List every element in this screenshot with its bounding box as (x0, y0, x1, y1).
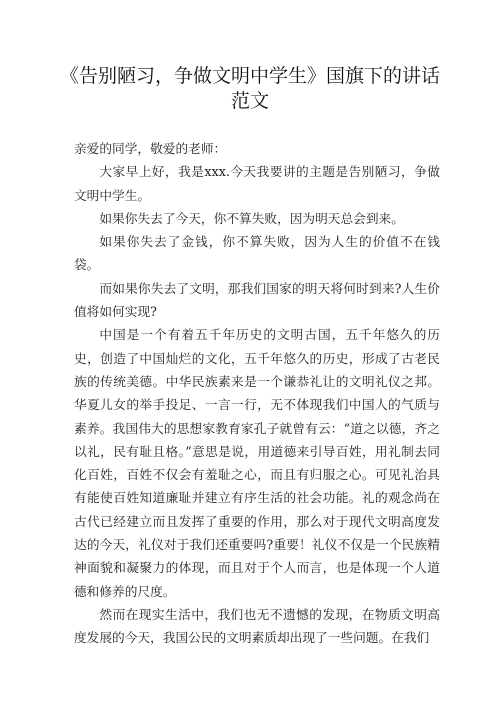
document-body (74, 137, 440, 650)
body-paragraph: 大家早上好，我是xxx.今天我要讲的主题是告别陋习，争做文明中学生。 (74, 164, 440, 203)
greeting-paragraph: 亲爱的同学，敬爱的老师： (74, 141, 227, 156)
body-paragraph: 然而在现实生活中，我们也无不遗憾的发现，在物质文明高度发展的今天，我国公民的文明素质却出现了一些问题。在我们 (74, 606, 440, 646)
body-paragraph: 如果你失去了今天，你不算失败，因为明天总会到来。 (99, 210, 404, 226)
body-paragraph: 而如果你失去了文明，那我们国家的明天将何时到来?人生价值将如何实现? (74, 280, 440, 320)
body-paragraph: 中国是一个有着五千年历史的文明古国，五千年悠久的历史，创造了中国灿烂的文化，五千年悠久的历史，形成了古老民族的传统美德。中华民族素来是一个谦恭礼让的文明礼仪之邦。华夏儿女的举手投足、一言一行，无不体现我们中国人的气质与素养。我国伟大的思想家教育家孔子就曾有云：“道之以德，齐之以礼，民有耻且格。”意思是说，用道德来引导百姓，用礼制去同化百姓，百姓不仅会有羞耻之心，而且有归服之心。可见礼治具有能使百姓知道廉耻并建立有序生活的社会功能。礼的观念尚在古代已经建立而且发挥了重要的作用，那么对于现代文明高度发达的今天，礼仪对于我们还重要吗?重要！礼仪不仅是一个民族精神面貌和凝聚力的体现，而且对于个人而言，也是体现一个人道德和修养的尺度。 (74, 327, 440, 599)
document-title: 《告别陋习，争做文明中学生》国旗下的讲话范文 (60, 65, 441, 112)
body-paragraph: 如果你失去了金钱，你不算失败，因为人生的价值不在钱袋。 (74, 234, 440, 273)
